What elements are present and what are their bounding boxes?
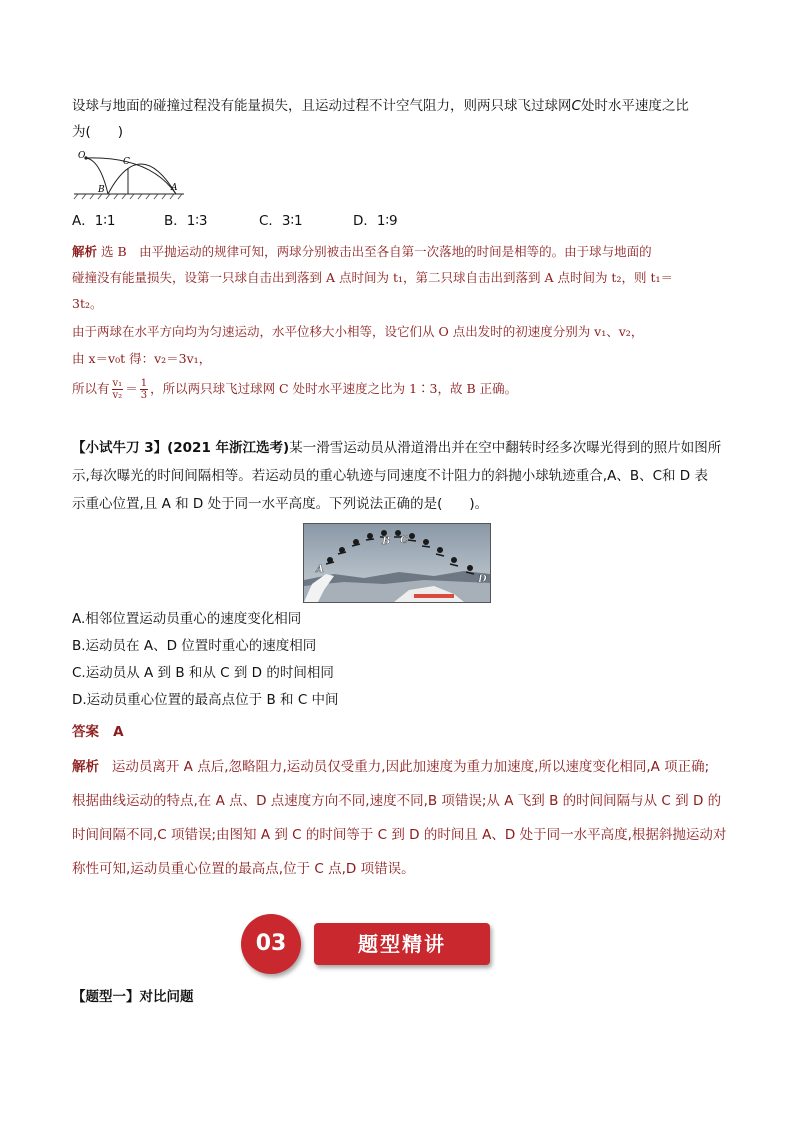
label-c: C — [123, 157, 130, 167]
question-3-line-3: 示重心位置,且 A 和 D 处于同一水平高度。下列说法正确的是( )。 — [72, 496, 489, 512]
projectile-figure — [70, 146, 190, 200]
solution-1-line-4: 由于两球在水平方向均为匀速运动，水平位移大小相等，设它们从 O 点出发时的初速度分别为 v₁、v₂， — [72, 324, 644, 339]
solution-1-line-5: 由 x＝v₀t 得：v₂＝3v₁， — [72, 351, 212, 366]
photo-label-c: C — [400, 535, 408, 546]
photo-label-d: D — [478, 574, 487, 585]
solution-3-line-2: 根据曲线运动的特点,在 A 点、D 点速度方向不同,速度不同,B 项错误;从 A 飞到 B 的时间间隔与从 C 到 D 的 — [72, 793, 722, 809]
ski-jump-photo — [303, 523, 491, 603]
question-3-line-2: 示,每次曝光的时间间隔相等。若运动员的重心轨迹与同速度不计阻力的斜抛小球轨迹重合,A、B、C和 D 表 — [72, 468, 708, 484]
option-c: C．3∶1 — [259, 213, 303, 229]
solution-1-line-3: 3t₂。 — [72, 296, 103, 311]
option-3-b: B.运动员在 A、D 位置时重心的速度相同 — [72, 638, 317, 654]
option-3-d: D.运动员重心位置的最高点位于 B 和 C 中间 — [72, 692, 339, 708]
solution-1-line-2: 碰撞没有能量损失，设第一只球自击出到落到 A 点时间为 t₁，第二只球自击出到落到 A 点时间为 t₂，则 t₁＝ — [72, 270, 673, 285]
solution-1-line-1: 解析 选 B 由平抛运动的规律可知，两球分别被击出至各自第一次落地的时间是相等的。由于球与地面的 — [72, 244, 652, 259]
answer-3: 答案 A — [72, 724, 124, 740]
fraction-1-3: $\frac{1}{3}$ — [140, 378, 148, 401]
question-intro-line-1: 设球与地面的碰撞过程没有能量损失，且运动过程不计空气阻力，则两只球飞过球网C处时水平速度之比 — [72, 98, 689, 114]
option-3-c: C.运动员从 A 到 B 和从 C 到 D 的时间相同 — [72, 665, 334, 681]
section-number-badge: 03 — [241, 914, 301, 974]
solution-3-line-1: 解析 运动员离开 A 点后,忽略阻力,运动员仅受重力,因此加速度为重力加速度,所以速度变化相同,A 项正确; — [72, 759, 710, 775]
section-heading: 【题型一】对比问题 — [72, 989, 194, 1005]
solution-1-line-6: 所以有 $\frac{\text{v₁}}{\text{v₂}}$ ＝ $\frac{1}{3}$ ，所以两只球飞过球网 C 处时水平速度之比为 1∶3，故 B 正确。 — [72, 378, 518, 401]
label-b: B — [98, 185, 105, 195]
option-a: A．1∶1 — [72, 213, 116, 229]
option-d: D．1∶9 — [353, 213, 398, 229]
photo-label-a: A — [316, 564, 324, 575]
fraction-v1-v2: $\frac{\text{v₁}}{\text{v₂}}$ — [112, 378, 123, 401]
photo-label-b: B — [382, 536, 391, 547]
question-intro-line-2: 为( ) — [72, 124, 124, 140]
label-o: O — [78, 151, 86, 161]
question-3-line-1: 【小试牛刀 3】(2021 年浙江选考)某一滑雪运动员从滑道滑出并在空中翻转时经多次曝光得到的照片如图所 — [72, 440, 722, 456]
option-b: B．1∶3 — [164, 213, 208, 229]
option-3-a: A.相邻位置运动员重心的速度变化相同 — [72, 611, 302, 627]
label-a: A — [171, 183, 178, 193]
ski-jump-illustration — [304, 524, 490, 602]
solution-3-line-4: 称性可知,运动员重心位置的最高点,位于 C 点,D 项错误。 — [72, 861, 415, 877]
solution-3-line-3: 时间间隔不同,C 项错误;由图知 A 到 C 的时间等于 C 到 D 的时间且 A、D 处于同一水平高度,根据斜抛运动对 — [72, 827, 727, 843]
section-title-banner: 题型精讲 — [314, 923, 490, 965]
